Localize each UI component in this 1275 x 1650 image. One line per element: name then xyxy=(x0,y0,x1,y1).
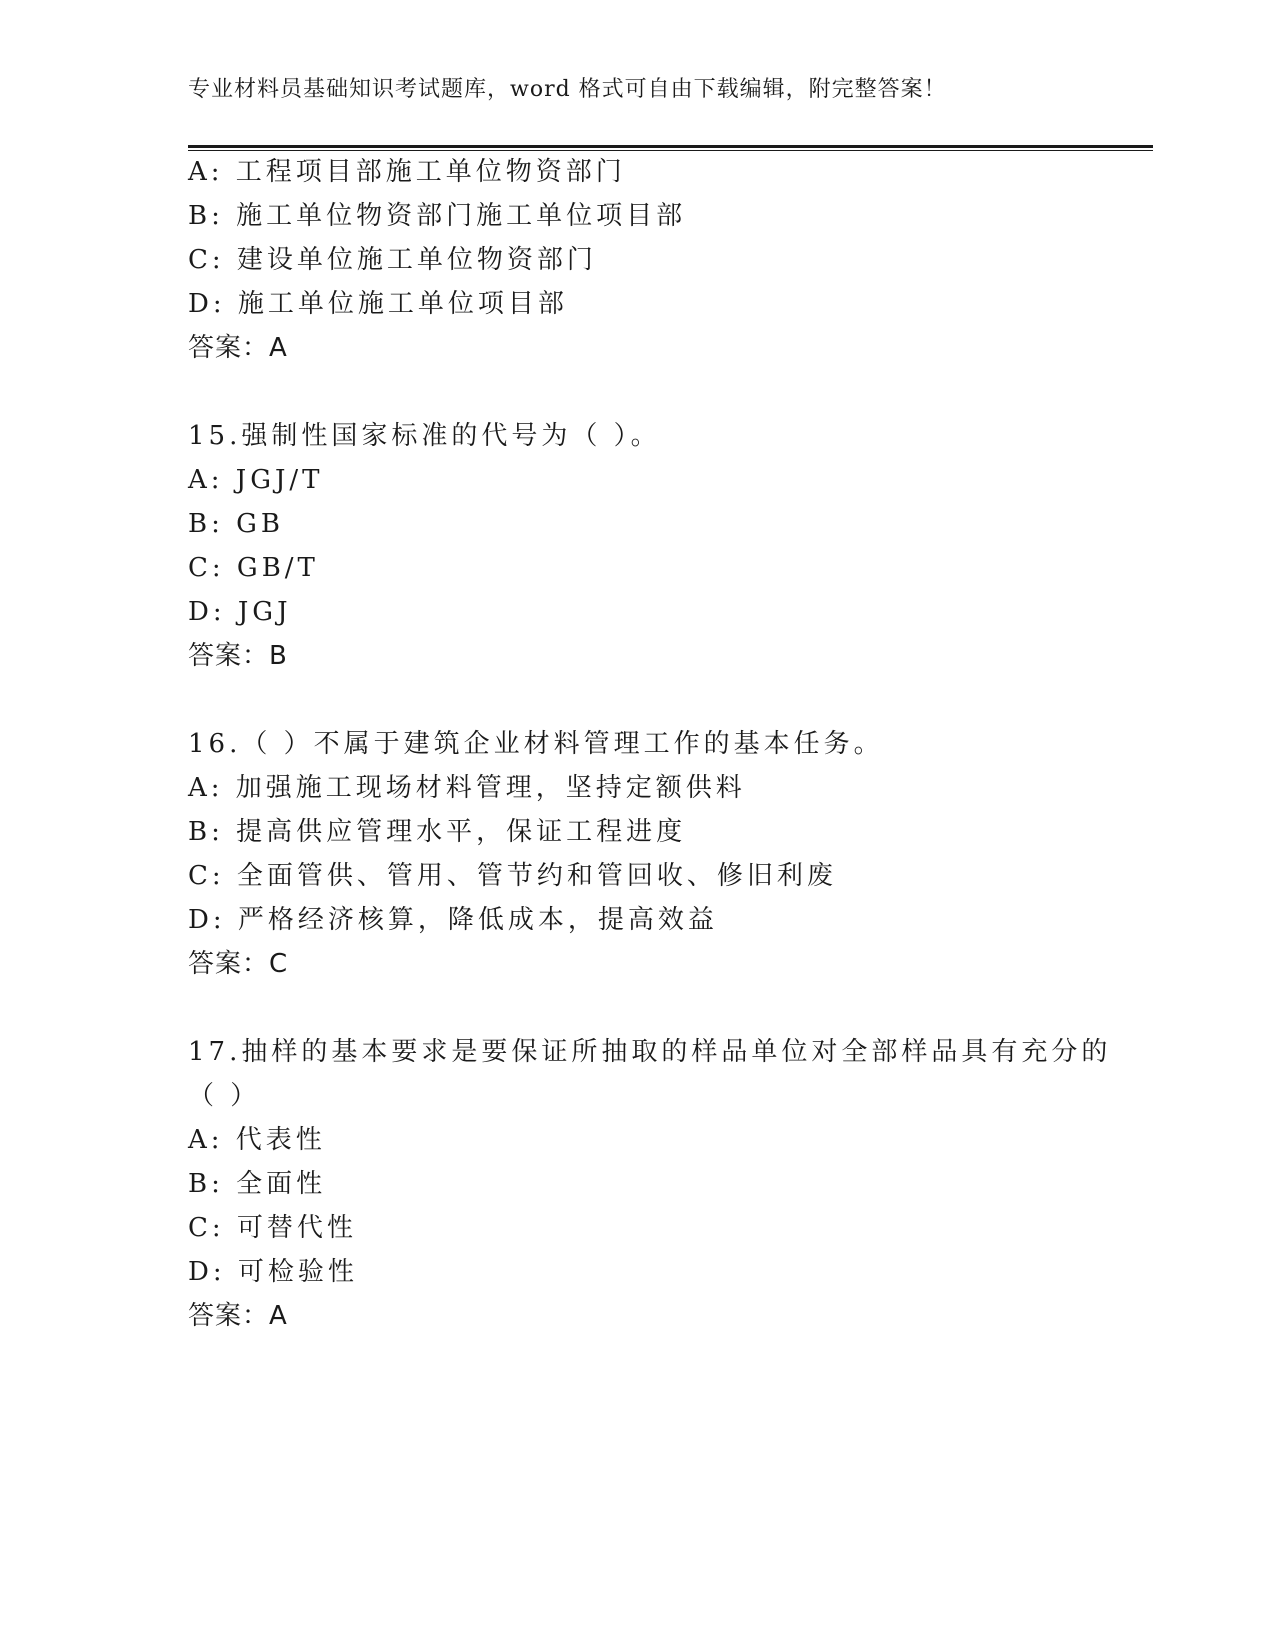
q16-answer: 答案：C xyxy=(188,949,289,979)
page-header: 专业材料员基础知识考试题库，word 格式可自由下载编辑，附完整答案！ xyxy=(188,77,947,102)
q14-option-d: D: 施工单位施工单位项目部 xyxy=(188,289,568,319)
q15-option-a: A: JGJ/T xyxy=(188,465,324,495)
q15-option-d: D: JGJ xyxy=(188,597,292,627)
q17-option-a: A: 代表性 xyxy=(188,1125,326,1155)
q14-option-b: B: 施工单位物资部门施工单位项目部 xyxy=(188,201,687,231)
q16-option-d: D: 严格经济核算，降低成本，提高效益 xyxy=(188,905,718,935)
q16-option-a: A: 加强施工现场材料管理，坚持定额供料 xyxy=(188,773,746,803)
q15-option-b: B: GB xyxy=(188,509,285,539)
q15-question: 15.强制性国家标准的代号为（ ）。 xyxy=(188,421,661,451)
q16-option-c: C: 全面管供、管用、管节约和管回收、修旧利废 xyxy=(188,861,837,891)
q17-option-d: D: 可检验性 xyxy=(188,1257,358,1287)
q17-question-line1: 17.抽样的基本要求是要保证所抽取的样品单位对全部样品具有充分的 xyxy=(188,1037,1112,1067)
q15-answer: 答案：B xyxy=(188,641,288,671)
q15-option-c: C: GB/T xyxy=(188,553,319,583)
q17-question-line2: （ ） xyxy=(188,1081,261,1111)
q14-option-a: A: 工程项目部施工单位物资部门 xyxy=(188,157,626,187)
header-rule-thin xyxy=(188,150,1153,151)
q17-option-b: B: 全面性 xyxy=(188,1169,327,1199)
q14-option-c: C: 建设单位施工单位物资部门 xyxy=(188,245,597,275)
header-rule-thick xyxy=(188,145,1153,148)
q16-option-b: B: 提高供应管理水平，保证工程进度 xyxy=(188,817,687,847)
q17-answer: 答案：A xyxy=(188,1301,288,1331)
q16-question: 16.（ ）不属于建筑企业材料管理工作的基本任务。 xyxy=(188,729,884,759)
q17-option-c: C: 可替代性 xyxy=(188,1213,357,1243)
q14-answer: 答案：A xyxy=(188,333,288,363)
